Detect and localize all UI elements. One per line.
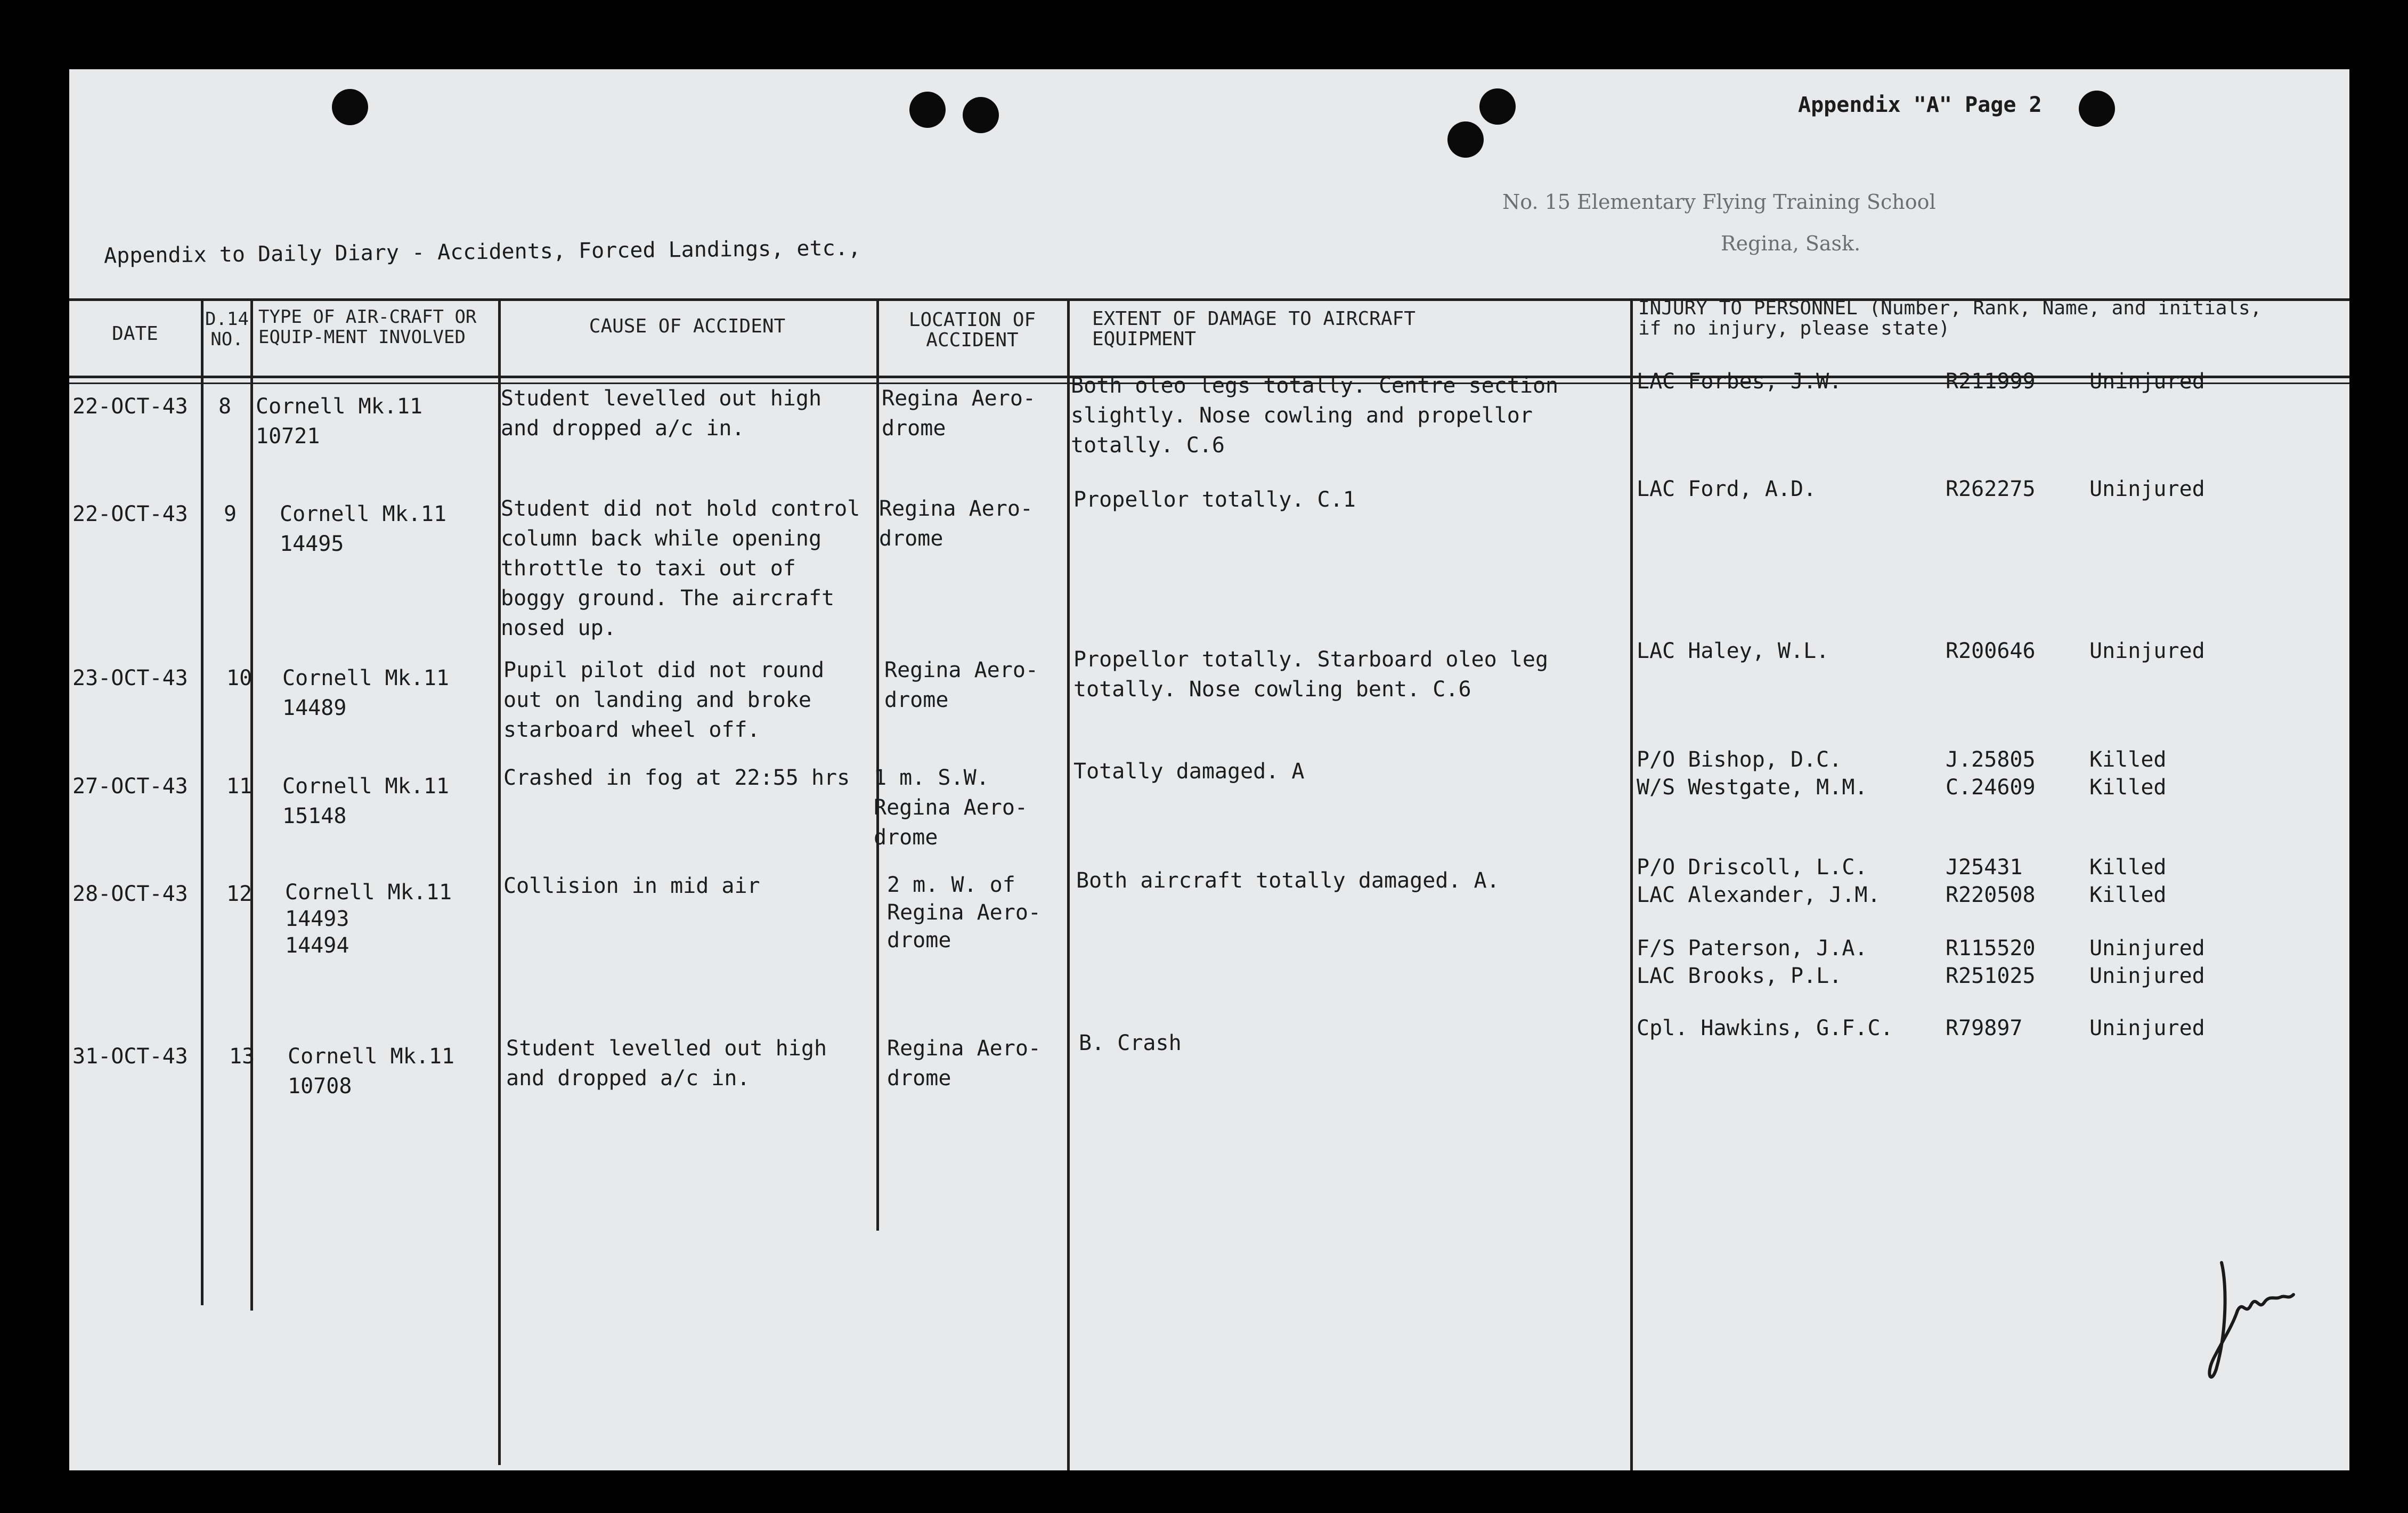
- cell-cause: Student levelled out high and dropped a/c in.: [506, 1036, 827, 1091]
- cell-damage: Propellor totally. C.1: [1073, 487, 1356, 512]
- col-header-aircraft-type: TYPE OF AIR-CRAFT OR EQUIP-MENT INVOLVED: [258, 306, 477, 348]
- column-divider: [1630, 298, 1633, 1470]
- cell-damage: Both aircraft totally damaged. A.: [1076, 868, 1500, 893]
- cell-d14-no: 12: [226, 882, 253, 906]
- cell-injury: [1637, 853, 2205, 990]
- injury-status: Uninjured: [2089, 477, 2205, 501]
- cell-aircraft-type: Cornell Mk.11 14495: [280, 502, 447, 556]
- cell-injury: [1637, 368, 2205, 395]
- injury-name: F/S Paterson, J.A.: [1637, 936, 1868, 961]
- injury-line: [1637, 962, 2205, 990]
- injury-service-number: J.25805: [1946, 747, 2036, 772]
- injury-service-number: R115520: [1946, 936, 2036, 961]
- injury-service-number: R251025: [1946, 964, 2036, 988]
- injury-service-number: R200646: [1946, 639, 2036, 663]
- injury-name: LAC Brooks, P.L.: [1637, 964, 1842, 988]
- cell-damage: Propellor totally. Starboard oleo leg totally. Nose cowling bent. C.6: [1073, 647, 1549, 702]
- cell-location: Regina Aero- drome: [884, 658, 1038, 712]
- cell-cause: Student levelled out high and dropped a/c in.: [501, 386, 822, 441]
- cell-d14-no: 10: [226, 666, 253, 690]
- injury-line: [1637, 368, 2205, 395]
- injury-status: Uninjured: [2089, 639, 2205, 663]
- punch-hole: [1447, 121, 1484, 158]
- col-header-d14-no: D.14 NO.: [205, 308, 249, 350]
- cell-injury: [1637, 746, 2167, 801]
- cell-d14-no: 8: [218, 394, 232, 419]
- cell-location: Regina Aero- drome: [882, 386, 1036, 441]
- cell-aircraft-type: Cornell Mk.11 10708: [288, 1044, 455, 1099]
- cell-date: 31-OCT-43: [72, 1044, 188, 1069]
- cell-location: 1 m. S.W. Regina Aero- drome: [874, 766, 1028, 850]
- punch-hole: [963, 97, 999, 133]
- cell-injury: [1637, 637, 2205, 665]
- injury-status: Uninjured: [2089, 369, 2205, 394]
- injury-status: Uninjured: [2089, 1016, 2205, 1040]
- injury-line: [1637, 774, 2167, 801]
- injury-line: [1637, 637, 2205, 665]
- cell-date: 27-OCT-43: [72, 774, 188, 799]
- cell-d14-no: 9: [224, 502, 237, 526]
- cell-d14-no: 11: [226, 774, 253, 799]
- injury-service-number: R211999: [1946, 369, 2036, 394]
- injury-line: [1637, 746, 2167, 774]
- col-header-damage: EXTENT OF DAMAGE TO AIRCRAFT EQUIPMENT: [1092, 308, 1415, 350]
- cell-cause: Collision in mid air: [503, 874, 760, 898]
- col-header-injury: INJURY TO PERSONNEL (Number, Rank, Name, and initials, if no injury, please state): [1638, 297, 2262, 339]
- injury-name: Cpl. Hawkins, G.F.C.: [1637, 1016, 1893, 1040]
- punch-hole: [1479, 88, 1516, 125]
- diary-sheet: [69, 69, 2349, 1470]
- column-divider: [1067, 298, 1070, 1470]
- injury-name: LAC Forbes, J.W.: [1637, 369, 1842, 394]
- col-header-date: DATE: [112, 323, 158, 345]
- cell-aircraft-type: Cornell Mk.11 14493 14494: [285, 880, 452, 958]
- cell-cause: Crashed in fog at 22:55 hrs: [503, 766, 850, 790]
- cell-date: 22-OCT-43: [72, 394, 188, 419]
- column-divider: [250, 298, 253, 1311]
- appendix-title: Appendix to Daily Diary - Accidents, Forced Landings, etc.,: [103, 235, 861, 269]
- injury-status: Killed: [2089, 775, 2167, 800]
- injury-status: Killed: [2089, 855, 2167, 880]
- injury-status: Uninjured: [2089, 936, 2205, 961]
- cell-location: Regina Aero- drome: [887, 1036, 1041, 1091]
- cell-date: 22-OCT-43: [72, 502, 188, 526]
- injury-service-number: R220508: [1946, 883, 2036, 907]
- injury-line: [1637, 934, 2205, 962]
- injury-name: LAC Ford, A.D.: [1637, 477, 1817, 501]
- cell-aircraft-type: Cornell Mk.11 15148: [282, 774, 450, 828]
- injury-service-number: R262275: [1946, 477, 2036, 501]
- cell-aircraft-type: Cornell Mk.11 10721: [256, 394, 423, 449]
- cell-injury: [1637, 1014, 2205, 1042]
- cell-cause: Pupil pilot did not round out on landing and broke starboard wheel off.: [503, 658, 825, 742]
- signature-initials: [2206, 1241, 2312, 1401]
- punch-hole: [332, 89, 368, 125]
- injury-status: Uninjured: [2089, 964, 2205, 988]
- location-label: Regina, Sask.: [1721, 232, 1861, 255]
- column-divider: [201, 298, 204, 1305]
- punch-hole: [2079, 91, 2115, 127]
- column-divider: [498, 298, 501, 1465]
- injury-line: [1637, 475, 2205, 503]
- cell-damage: Both oleo legs totally. Centre section slightly. Nose cowling and propellor totally. C.6: [1071, 373, 1559, 458]
- cell-damage: B. Crash: [1079, 1031, 1182, 1055]
- cell-location: Regina Aero- drome: [879, 497, 1033, 551]
- page-label: Appendix "A" Page 2: [1798, 93, 2042, 117]
- punch-hole: [909, 92, 946, 128]
- injury-name: P/O Driscoll, L.C.: [1637, 855, 1868, 880]
- injury-line: [1637, 881, 2205, 909]
- injury-service-number: C.24609: [1946, 775, 2036, 800]
- col-header-cause: CAUSE OF ACCIDENT: [589, 315, 786, 337]
- injury-name: W/S Westgate, M.M.: [1637, 775, 1868, 800]
- cell-location: 2 m. W. of Regina Aero- drome: [887, 873, 1041, 953]
- injury-line: [1637, 1014, 2205, 1042]
- cell-injury: [1637, 475, 2205, 503]
- injury-service-number: R79897: [1946, 1016, 2023, 1040]
- injury-name: LAC Haley, W.L.: [1637, 639, 1829, 663]
- cell-date: 23-OCT-43: [72, 666, 188, 690]
- injury-name: LAC Alexander, J.M.: [1637, 883, 1881, 907]
- injury-status: Killed: [2089, 747, 2167, 772]
- cell-aircraft-type: Cornell Mk.11 14489: [282, 666, 450, 720]
- unit-name: No. 15 Elementary Flying Training School: [1502, 190, 1936, 214]
- injury-name: P/O Bishop, D.C.: [1637, 747, 1842, 772]
- cell-d14-no: 13: [229, 1044, 255, 1069]
- injury-line: [1637, 853, 2205, 881]
- injury-service-number: J25431: [1946, 855, 2023, 880]
- cell-cause: Student did not hold control column back while opening throttle to taxi out of boggy ground. The aircraft nosed up.: [501, 497, 860, 640]
- cell-damage: Totally damaged. A: [1073, 759, 1305, 784]
- cell-date: 28-OCT-43: [72, 882, 188, 906]
- col-header-location: LOCATION OF ACCIDENT: [908, 309, 1036, 351]
- injury-status: Killed: [2089, 883, 2167, 907]
